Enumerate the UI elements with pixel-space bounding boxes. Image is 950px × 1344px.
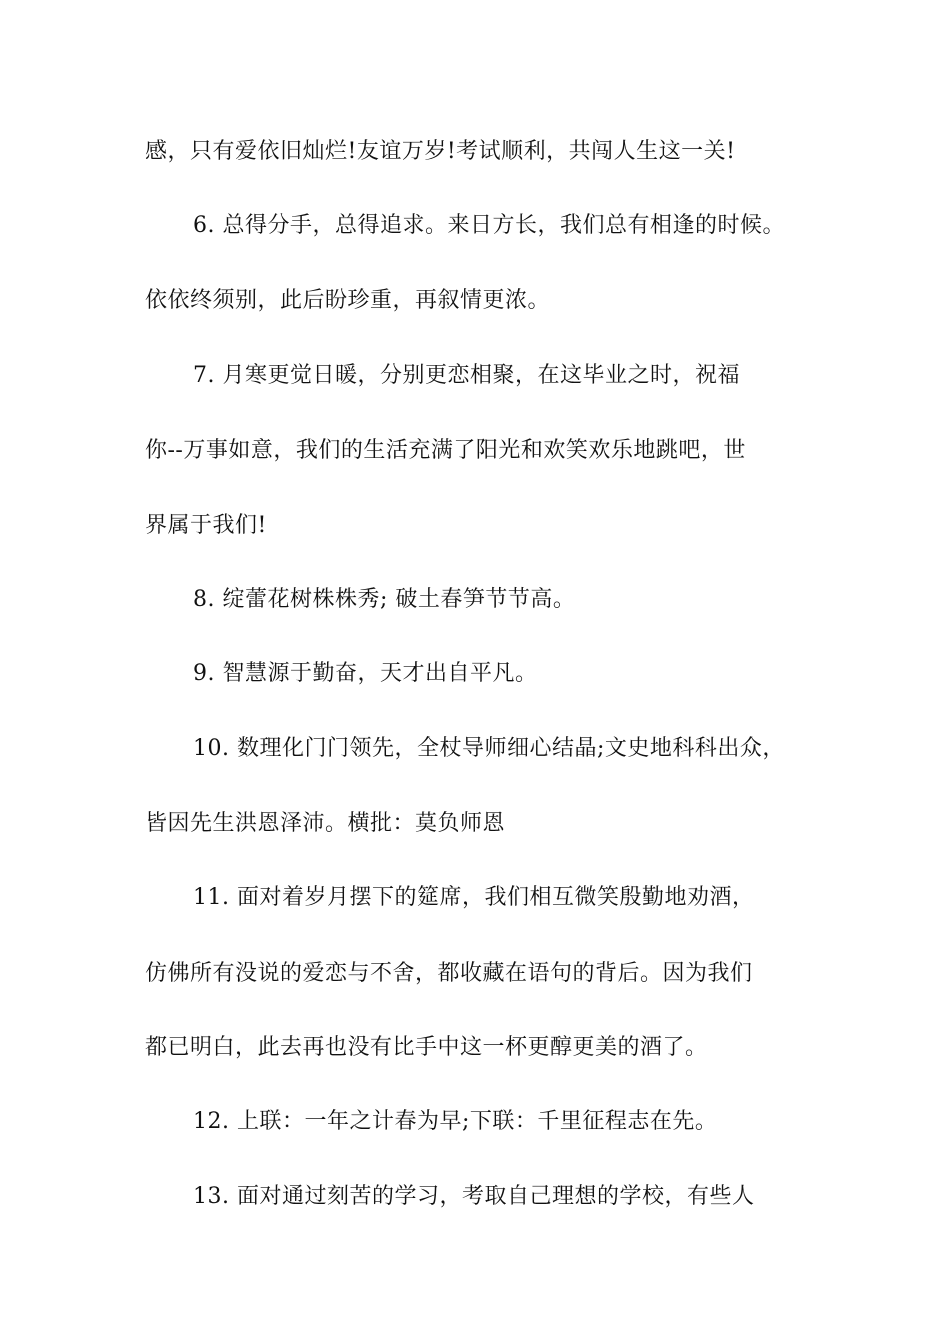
list-item-10-continued: 皆因先生洪恩泽沛。横批：莫负师恩 bbox=[145, 811, 506, 836]
list-item-7-continued: 你--万事如意，我们的生活充满了阳光和欢笑欢乐地跳吧，世 bbox=[145, 438, 746, 463]
list-item-12: 12. 上联：一年之计春为早;下联：千里征程志在先。 bbox=[193, 1109, 718, 1134]
list-item-6-continued: 依依终须别，此后盼珍重，再叙情更浓。 bbox=[145, 288, 551, 313]
list-item-8: 8. 绽蕾花树株株秀; 破土春笋节节高。 bbox=[193, 587, 576, 612]
list-item-11-continued: 仿佛所有没说的爱恋与不舍，都收藏在语句的背后。因为我们 bbox=[145, 961, 753, 986]
list-item-13: 13. 面对通过刻苦的学习，考取自己理想的学校，有些人 bbox=[193, 1184, 755, 1209]
text-line-continuation: 感，只有爱依旧灿烂!友谊万岁!考试顺利，共闯人生这一关! bbox=[145, 139, 736, 164]
list-item-11-end: 都已明白，此去再也没有比手中这一杯更醇更美的酒了。 bbox=[145, 1035, 708, 1060]
list-item-10: 10. 数理化门门领先，全杖导师细心结晶;文史地科科出众， bbox=[193, 736, 785, 761]
list-item-9: 9. 智慧源于勤奋，天才出自平凡。 bbox=[193, 661, 538, 686]
list-item-6: 6. 总得分手，总得追求。来日方长，我们总有相逢的时候。 bbox=[193, 213, 785, 238]
list-item-11: 11. 面对着岁月摆下的筵席，我们相互微笑殷勤地劝酒， bbox=[193, 885, 755, 910]
list-item-7-end: 界属于我们! bbox=[145, 513, 267, 538]
list-item-7: 7. 月寒更觉日暖，分别更恋相聚，在这毕业之时，祝福 bbox=[193, 363, 740, 388]
